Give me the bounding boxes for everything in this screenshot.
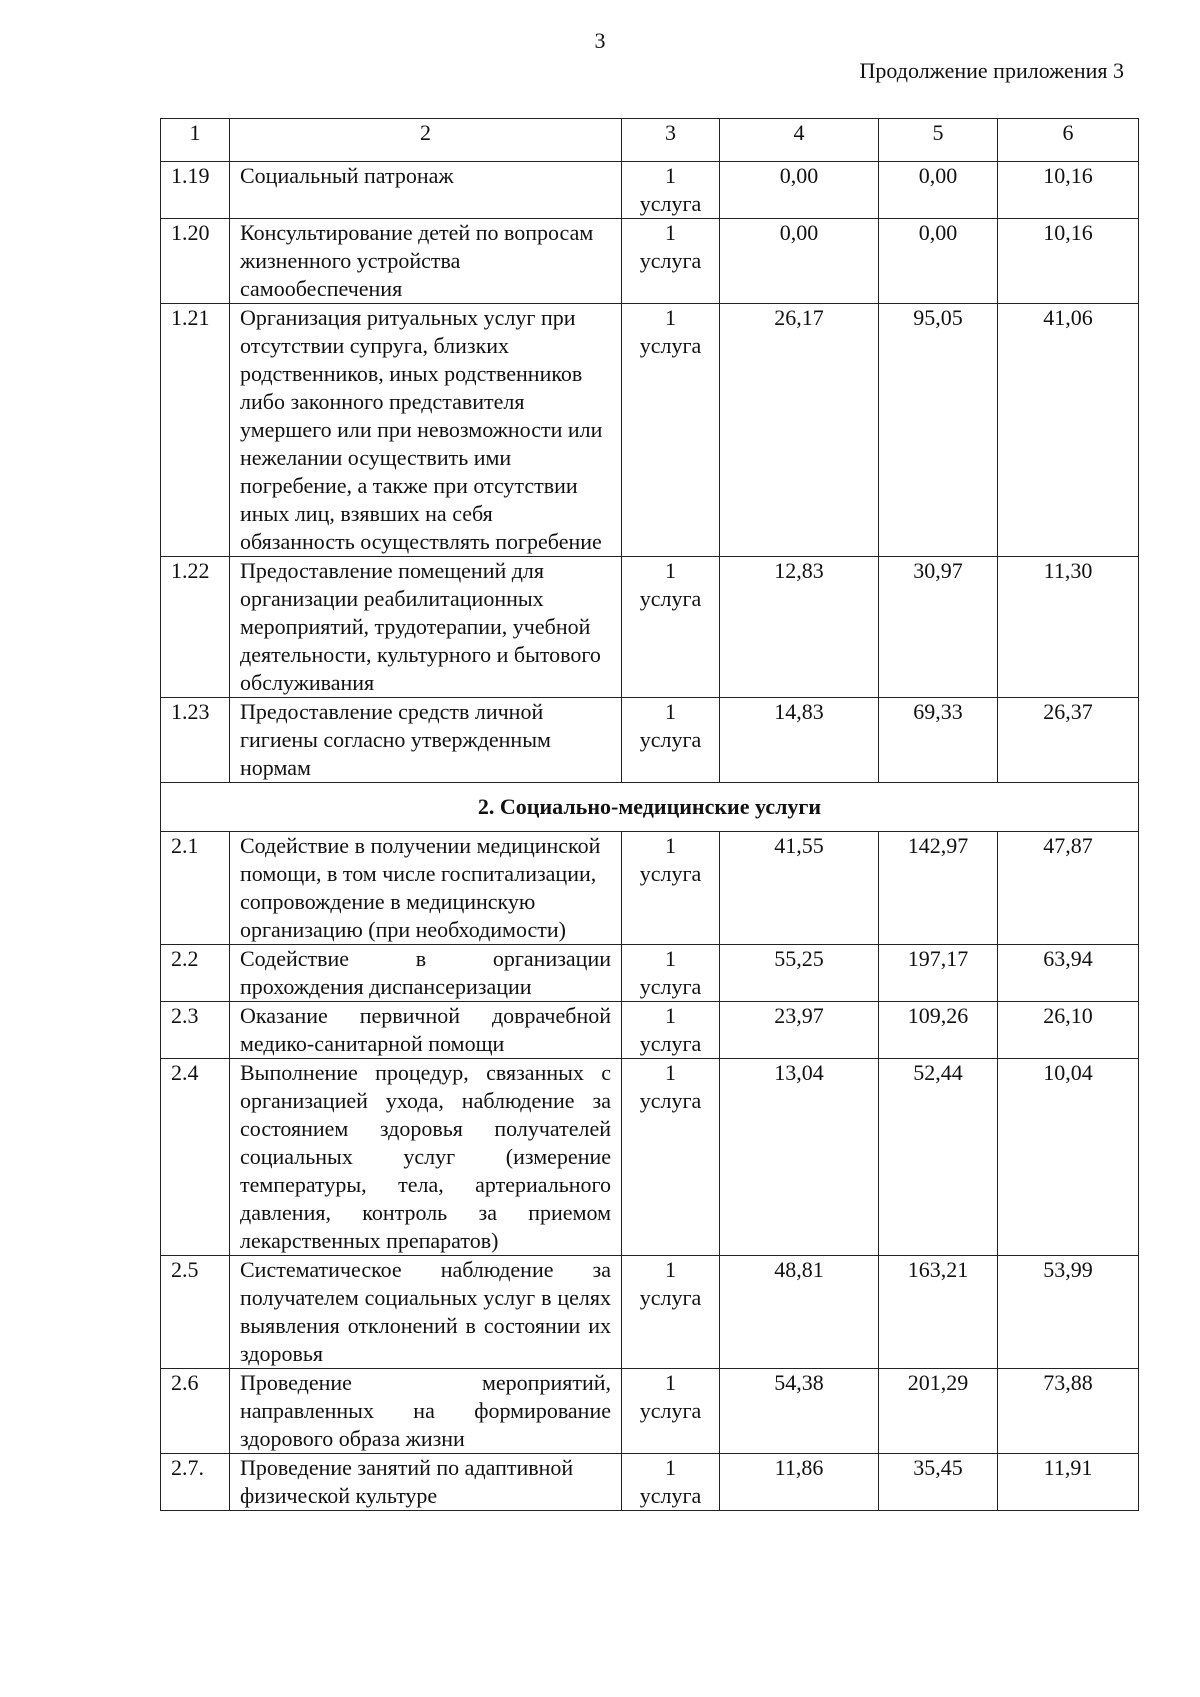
value-col6: 47,87 [998, 832, 1139, 945]
tariff-table [160, 118, 1139, 1511]
unit-cell: 1 услуга [622, 698, 720, 783]
row-number: 2.5 [161, 1256, 230, 1369]
service-name: Систематическое наблюдение за получателем социальных услуг в целях выявления отклонений в состоянии их здоровья [230, 1256, 622, 1369]
row-number: 1.21 [161, 304, 230, 557]
service-name: Социальный патронаж [230, 162, 622, 219]
service-name: Проведение мероприятий, направленных на формирование здорового образа жизни [230, 1369, 622, 1454]
unit-cell: 1 услуга [622, 557, 720, 698]
value-col6: 10,16 [998, 162, 1139, 219]
value-col4: 23,97 [720, 1002, 879, 1059]
value-col5: 0,00 [879, 219, 998, 304]
value-col5: 109,26 [879, 1002, 998, 1059]
row-number: 1.22 [161, 557, 230, 698]
value-col4: 0,00 [720, 219, 879, 304]
table-row [161, 1059, 1139, 1256]
table-row [161, 832, 1139, 945]
service-name: Оказание первичной доврачебной медико-санитарной помощи [230, 1002, 622, 1059]
column-number: 5 [879, 119, 998, 162]
table-row [161, 1369, 1139, 1454]
value-col6: 11,91 [998, 1454, 1139, 1511]
value-col6: 10,16 [998, 219, 1139, 304]
table-row [161, 162, 1139, 219]
table-row [161, 1002, 1139, 1059]
value-col6: 11,30 [998, 557, 1139, 698]
table-row [161, 219, 1139, 304]
service-name: Предоставление средств личной гигиены согласно утвержденным нормам [230, 698, 622, 783]
unit-cell: 1 услуга [622, 1002, 720, 1059]
value-col5: 69,33 [879, 698, 998, 783]
continuation-note: Продолжение приложения 3 [859, 58, 1124, 83]
unit-cell: 1 услуга [622, 162, 720, 219]
row-number: 2.6 [161, 1369, 230, 1454]
service-name: Консультирование детей по вопросам жизненного устройства самообеспечения [230, 219, 622, 304]
value-col4: 41,55 [720, 832, 879, 945]
column-number-row [161, 119, 1139, 162]
value-col6: 41,06 [998, 304, 1139, 557]
value-col6: 10,04 [998, 1059, 1139, 1256]
value-col4: 14,83 [720, 698, 879, 783]
row-number: 1.20 [161, 219, 230, 304]
value-col4: 13,04 [720, 1059, 879, 1256]
column-number: 4 [720, 119, 879, 162]
row-number: 2.7. [161, 1454, 230, 1511]
unit-cell: 1 услуга [622, 1059, 720, 1256]
value-col4: 55,25 [720, 945, 879, 1002]
service-name: Выполнение процедур, связанных с организацией ухода, наблюдение за состоянием здоровья получателей социальных услуг (измерение температуры, тела, артериального давления, контроль за приемом лекарственных препаратов) [230, 1059, 622, 1256]
value-col6: 63,94 [998, 945, 1139, 1002]
service-name: Организация ритуальных услуг при отсутствии супруга, близких родственников, иных родственников либо законного представителя умершего или при невозможности или нежелании осуществить ими погребение, а также при отсутствии иных лиц, взявших на себя обязанность осуществлять погребение [230, 304, 622, 557]
unit-cell: 1 услуга [622, 832, 720, 945]
service-name: Содействие в получении медицинской помощи, в том числе госпитализации, сопровождение в медицинскую организацию (при необходимости) [230, 832, 622, 945]
section-title: 2. Социально-медицинские услуги [161, 783, 1139, 832]
value-col4: 26,17 [720, 304, 879, 557]
value-col4: 11,86 [720, 1454, 879, 1511]
value-col4: 54,38 [720, 1369, 879, 1454]
table-row [161, 1454, 1139, 1511]
value-col6: 26,10 [998, 1002, 1139, 1059]
value-col4: 48,81 [720, 1256, 879, 1369]
value-col4: 12,83 [720, 557, 879, 698]
column-number: 3 [622, 119, 720, 162]
value-col5: 95,05 [879, 304, 998, 557]
unit-cell: 1 услуга [622, 945, 720, 1002]
table-row [161, 304, 1139, 557]
value-col4: 0,00 [720, 162, 879, 219]
value-col5: 30,97 [879, 557, 998, 698]
column-number: 2 [230, 119, 622, 162]
table-row [161, 1256, 1139, 1369]
value-col5: 197,17 [879, 945, 998, 1002]
value-col5: 142,97 [879, 832, 998, 945]
row-number: 2.4 [161, 1059, 230, 1256]
service-name: Содействие в организации прохождения диспансеризации [230, 945, 622, 1002]
value-col5: 52,44 [879, 1059, 998, 1256]
unit-cell: 1 услуга [622, 219, 720, 304]
service-name: Проведение занятий по адаптивной физической культуре [230, 1454, 622, 1511]
table-row [161, 698, 1139, 783]
section-header-row [161, 783, 1139, 832]
column-number: 6 [998, 119, 1139, 162]
row-number: 1.19 [161, 162, 230, 219]
row-number: 2.3 [161, 1002, 230, 1059]
value-col6: 26,37 [998, 698, 1139, 783]
unit-cell: 1 услуга [622, 1454, 720, 1511]
page-number: 3 [594, 28, 606, 53]
value-col5: 0,00 [879, 162, 998, 219]
unit-cell: 1 услуга [622, 1256, 720, 1369]
table-row [161, 945, 1139, 1002]
value-col5: 201,29 [879, 1369, 998, 1454]
unit-cell: 1 услуга [622, 304, 720, 557]
row-number: 2.2 [161, 945, 230, 1002]
service-name: Предоставление помещений для организации реабилитационных мероприятий, трудотерапии, учебной деятельности, культурного и бытового обслуживания [230, 557, 622, 698]
value-col6: 53,99 [998, 1256, 1139, 1369]
table-row [161, 557, 1139, 698]
column-number: 1 [161, 119, 230, 162]
row-number: 1.23 [161, 698, 230, 783]
unit-cell: 1 услуга [622, 1369, 720, 1454]
value-col6: 73,88 [998, 1369, 1139, 1454]
value-col5: 163,21 [879, 1256, 998, 1369]
row-number: 2.1 [161, 832, 230, 945]
value-col5: 35,45 [879, 1454, 998, 1511]
